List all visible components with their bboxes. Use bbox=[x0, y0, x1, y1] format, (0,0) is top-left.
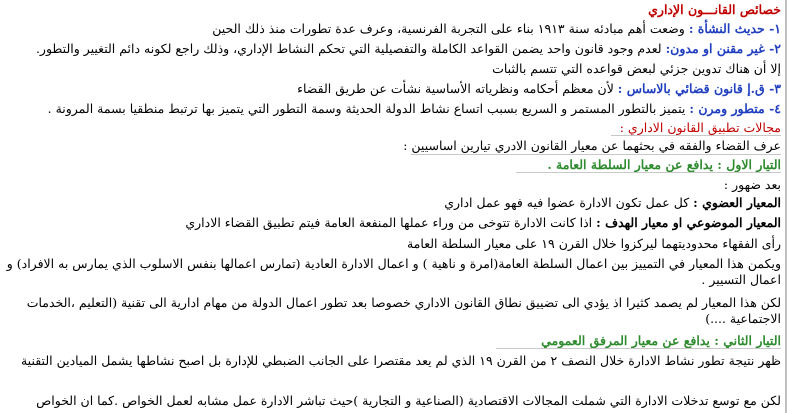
item-1 bbox=[4, 21, 781, 37]
objective-criterion bbox=[4, 215, 781, 231]
item-4-label: ٤- متطور ومرن : bbox=[689, 101, 781, 116]
distinction-text: ويكمن هذا المعيار في التمييز بين اعمال السلطة العامة(امرة و ناهية ) و اعمال الادارة العادية (تمارس اعمالها بنفس الاسلوب الذي يمارس به الافراد) و اعمال التسيير . bbox=[6, 256, 781, 287]
item-4 bbox=[4, 101, 781, 117]
organic-criterion-label: المعيار العضوي : bbox=[693, 195, 781, 210]
expansion-text: لكن مع توسع تدخلات الادارة التي شملت المجالات الاقتصادية (الصناعية و التجارية )حيث تباشر الادارة عمل مشابه لعمل الخواص .كما ان الخواص bbox=[36, 393, 781, 408]
item-2-continuation: إلا أن هناك تدوين جزئي لبعض قواعده التي تتسم بالثبات bbox=[492, 61, 781, 76]
item-1-text: وضعت أهم مبادئه سنة ١٩١٣ بناء على التجربة الفرنسية، وعرف عدة تطورات منذ ذلك الحين bbox=[212, 21, 689, 36]
underline-current-1 bbox=[516, 172, 781, 173]
item-2-label: ٢- غير مقنن او مدون: bbox=[665, 41, 781, 56]
current-2-heading: التيار الثاني : يدافع عن معيار المرفق العمومي bbox=[541, 333, 781, 348]
section-title-characteristics: خصائص القانـــون الإداري bbox=[648, 2, 781, 17]
after-emergence: بعد ضهور : bbox=[723, 177, 781, 192]
section-title-scope: مجالات تطبيق القانون الاداري : bbox=[619, 120, 781, 135]
appearance-text: ظهر نتيجة تطور نشاط الادارة خلال النصف ٢ من القرن ١٩ الذي لم يعد مقتصرا على الجانب الضبطي للإدارة بل اصبح نشاطها يشمل الميادين التقنية bbox=[20, 353, 781, 368]
objective-criterion-text: اذا كانت الادارة تتوخى من وراء عملها المنفعة العامة فيتم تطبيق القضاء الاداري bbox=[185, 215, 597, 230]
item-4-text: يتميز بالتطور المستمر و السريع بسبب اتساع نشاط الدولة الحديثة وسمة التطور التي يتميز بها ترتبط منطقيا بسمة المرونة . bbox=[47, 101, 690, 116]
organic-criterion bbox=[4, 195, 781, 211]
item-2 bbox=[4, 41, 781, 57]
objective-criterion-label: المعيار الموضوعي او معيار الهدف : bbox=[596, 215, 781, 230]
item-3 bbox=[4, 81, 781, 97]
item-1-label: ١- حديث النشأة : bbox=[688, 21, 781, 36]
item-3-text: لأن معظم أحكامه ونظرياته الأساسية نشأت عن طريق القضاء bbox=[297, 81, 618, 96]
intro-text: عرف القضاء والفقه في بحثهما عن معيار القانون الادري تيارين اساسيين : bbox=[403, 138, 781, 153]
underline-scope bbox=[611, 135, 781, 136]
underline-intro bbox=[411, 154, 781, 155]
limitation-text: لكن هذا المعيار لم يصمد كثيرا اذ يؤدي الى تضييق نطاق القانون الاداري خصوصا بعد تطور اعمال الدولة من مهام ادارية الى تقنية (التعليم ،الخدمات الاجتماعية ....) bbox=[26, 295, 781, 326]
item-3-label: ٣- ق.إ قانون قضائي بالاساس : bbox=[617, 81, 781, 96]
organic-criterion-text: كل عمل تكون الادارة عضوا فيه فهو عمل اداري bbox=[444, 195, 694, 210]
item-2-text: لعدم وجود قانون واحد يضمن القواعد الكاملة والتفصيلية التي تحكم النشاط الإداري، وذلك راجع لكونه دائم التغيير والتطور. bbox=[35, 41, 666, 56]
current-1-heading: التيار الاول : يدافع عن معيار السلطة العامة . bbox=[547, 157, 781, 172]
scholars-text: رأى الفقهاء محدوديتهما ليركزوا خلال القرن ١٩ على معيار السلطة العامة bbox=[406, 236, 781, 251]
underline-current-2 bbox=[496, 348, 781, 349]
